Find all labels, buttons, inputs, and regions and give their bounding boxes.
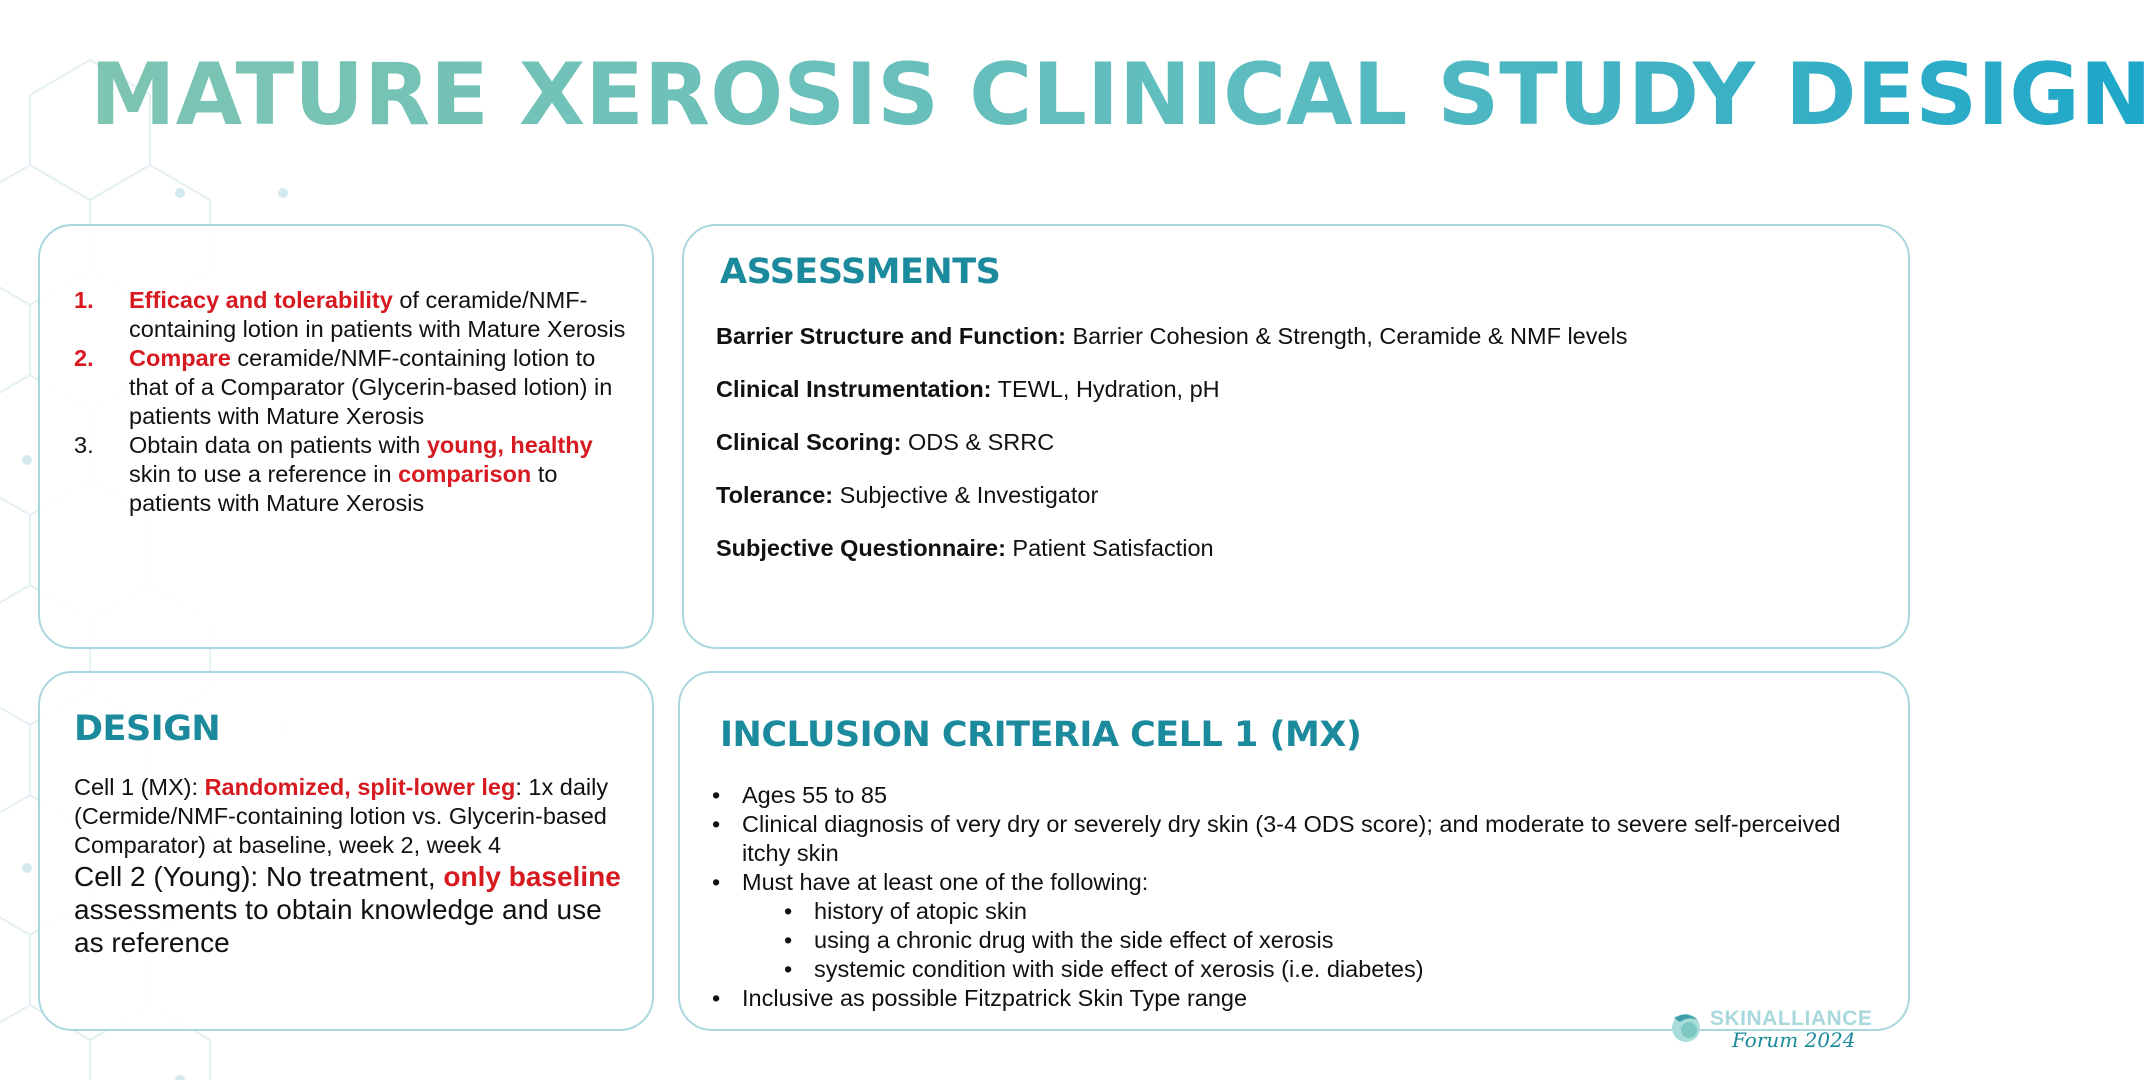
objective-emphasis: Compare — [129, 345, 231, 371]
assessment-row — [716, 534, 1628, 587]
bullet-icon: • — [784, 927, 793, 953]
objective-emphasis: young, healthy — [426, 432, 593, 458]
objectives-list — [74, 286, 634, 518]
design-text: Cell 1 (MX): — [74, 774, 205, 800]
inclusion-subtext: systemic condition with side effect of xerosis (i.e. diabetes) — [814, 956, 1424, 982]
design-body — [74, 773, 634, 959]
assessment-row — [716, 481, 1628, 534]
assessment-label: Barrier Structure and Function: — [716, 323, 1066, 349]
objective-item — [74, 431, 634, 518]
inclusion-item — [712, 781, 1892, 810]
objective-number: 1. — [74, 287, 94, 313]
design-cell-2 — [74, 860, 634, 959]
bullet-icon: • — [712, 782, 721, 808]
assessments-panel — [682, 224, 1910, 649]
inclusion-item — [712, 868, 1892, 897]
inclusion-text: Inclusive as possible Fitzpatrick Skin Type range — [742, 985, 1248, 1011]
logo-name: SKINALLIANCE — [1710, 1007, 1873, 1030]
bullet-icon: • — [712, 985, 721, 1011]
inclusion-subitem — [712, 897, 1892, 926]
objective-text: Obtain data on patients with — [129, 432, 427, 458]
objective-emphasis: Efficacy and tolerability — [129, 287, 393, 313]
skinalliance-logo-icon — [1668, 1008, 1704, 1044]
objective-text: of ceramide/NMF-containing lotion in patients with Mature Xerosis — [129, 287, 626, 342]
design-emphasis: only baseline — [443, 861, 621, 892]
inclusion-subtext: using a chronic drug with the side effect of xerosis — [814, 927, 1334, 953]
objectives-panel — [38, 224, 654, 649]
inclusion-subtext: history of atopic skin — [814, 898, 1027, 924]
bullet-icon: • — [784, 956, 793, 982]
assessment-value: Barrier Cohesion & Strength, Ceramide & NMF levels — [1065, 323, 1628, 349]
objective-number: 2. — [74, 345, 94, 371]
assessments-heading: ASSESSMENTS — [720, 252, 1001, 292]
inclusion-text: Clinical diagnosis of very dry or severely dry skin (3-4 ODS score); and moderate to severe self-perceived itchy skin — [742, 811, 1841, 866]
inclusion-subitem — [712, 955, 1892, 984]
inclusion-text: Must have at least one of the following: — [742, 869, 1149, 895]
assessment-label: Clinical Instrumentation: — [716, 376, 992, 402]
logo-subtitle: Forum 2024 — [1732, 1028, 1856, 1052]
design-text: assessments to obtain knowledge and use as reference — [74, 894, 602, 958]
inclusion-list — [712, 781, 1892, 1013]
slide-title: MATURE XEROSIS CLINICAL STUDY DESIGN — [90, 45, 2152, 145]
assessment-value: TEWL, Hydration, pH — [991, 376, 1220, 402]
design-emphasis: Randomized, split-lower leg — [204, 774, 516, 800]
design-heading: DESIGN — [74, 709, 221, 749]
assessment-row — [716, 322, 1628, 375]
assessment-value: Patient Satisfaction — [1005, 535, 1214, 561]
assessment-row — [716, 428, 1628, 481]
inclusion-text: Ages 55 to 85 — [742, 782, 888, 808]
bullet-icon: • — [712, 811, 721, 837]
inclusion-heading: INCLUSION CRITERIA CELL 1 (MX) — [720, 715, 1362, 755]
assessment-label: Tolerance: — [716, 482, 834, 508]
assessments-list — [716, 322, 1628, 587]
design-cell-1 — [74, 773, 634, 860]
objective-number: 3. — [74, 432, 94, 458]
design-text: Cell 2 (Young): No treatment, — [74, 861, 444, 892]
objective-text: to patients with Mature Xerosis — [129, 461, 558, 516]
assessment-value: ODS & SRRC — [901, 429, 1055, 455]
objective-item — [74, 344, 634, 431]
design-text: : 1x daily (Cermide/NMF-containing lotion vs. Glycerin-based Comparator) at baseline, week 2, week 4 — [74, 774, 609, 858]
inclusion-item — [712, 810, 1892, 868]
assessment-label: Clinical Scoring: — [716, 429, 902, 455]
bullet-icon: • — [712, 869, 721, 895]
inclusion-sublist — [712, 897, 1892, 984]
skinalliance-logo — [1668, 1004, 1898, 1056]
inclusion-subitem — [712, 926, 1892, 955]
objective-item — [74, 286, 634, 344]
assessment-label: Subjective Questionnaire: — [716, 535, 1006, 561]
bullet-icon: • — [784, 898, 793, 924]
assessment-value: Subjective & Investigator — [833, 482, 1099, 508]
assessment-row — [716, 375, 1628, 428]
inclusion-sublist-container — [712, 897, 1892, 984]
objective-emphasis: comparison — [398, 461, 532, 487]
objective-text: skin to use a reference in — [129, 461, 399, 487]
objective-text: ceramide/NMF-containing lotion to that of a Comparator (Glycerin-based lotion) in patients with Mature Xerosis — [129, 345, 613, 429]
design-panel — [38, 671, 654, 1031]
inclusion-panel — [678, 671, 1910, 1031]
